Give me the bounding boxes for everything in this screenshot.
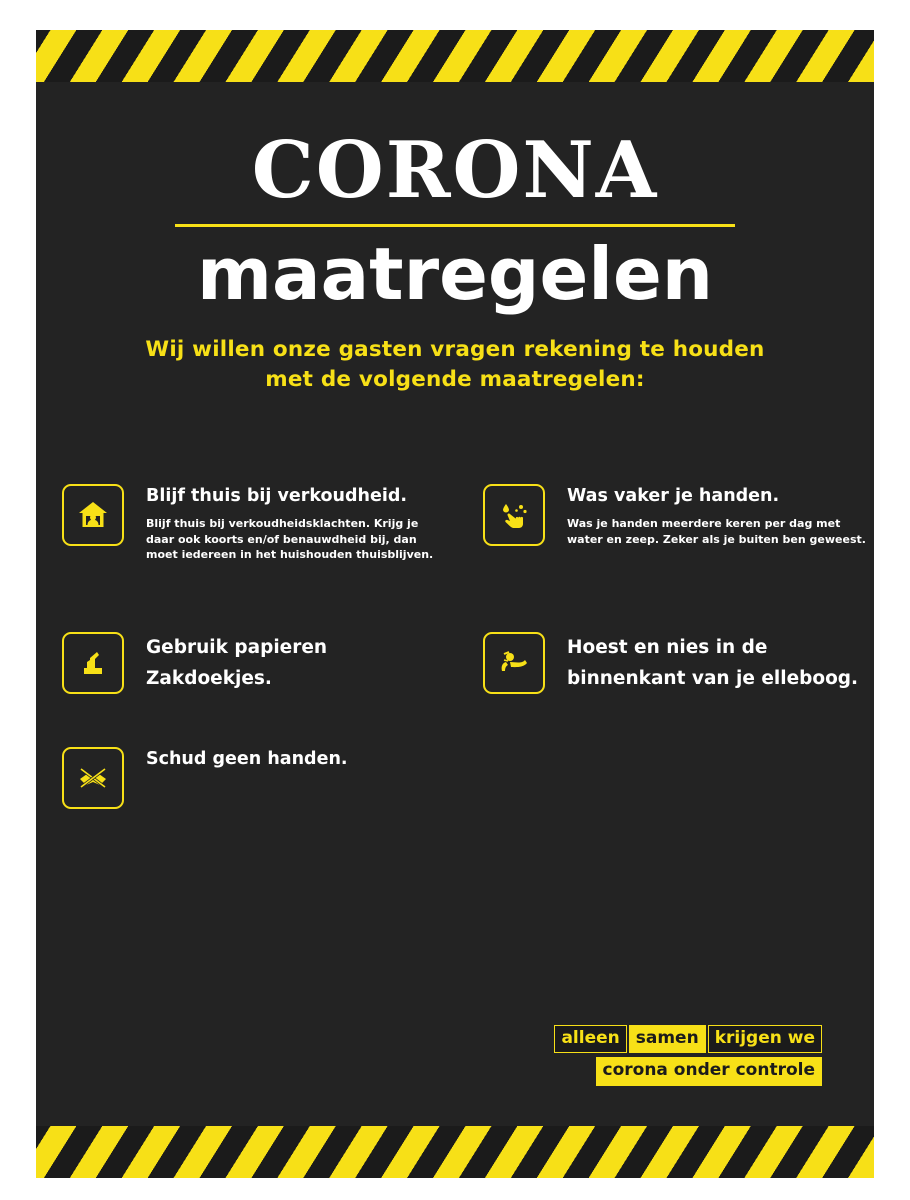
corona-measures-poster (36, 30, 874, 1178)
intro-text (105, 335, 805, 396)
intro-line-1: Wij willen onze gasten vragen rekening te houden (145, 336, 765, 362)
campaign-chip-samen: samen (629, 1025, 706, 1054)
measures-row-2 (36, 630, 874, 695)
measure-text (124, 482, 446, 562)
page-title: CORONA (251, 125, 659, 216)
measure-text (124, 745, 348, 772)
campaign-chip-alleen: alleen (554, 1025, 626, 1054)
campaign-line-1 (554, 1025, 822, 1054)
measures-row-1 (36, 482, 874, 562)
measure-cell-empty (455, 745, 874, 809)
no-handshake-icon (62, 747, 124, 809)
measure-item-cough-elbow (455, 630, 874, 695)
intro-line-2: met de volgende maatregelen: (265, 367, 645, 393)
measure-title: Schud geen handen. (146, 748, 348, 769)
page-subtitle: maatregelen (196, 232, 714, 316)
measure-item-tissue (36, 630, 455, 695)
wash-hands-icon (483, 484, 545, 546)
campaign-logo (554, 1025, 822, 1090)
hazard-stripe-bottom (36, 1126, 874, 1178)
measure-item-wash-hands (455, 482, 874, 562)
measure-body: Blijf thuis bij verkoudheidsklachten. Krijg je daar ook koorts en/of benauwdheid bij, dan moet iedereen in het huishouden thuisblijven. (146, 517, 434, 561)
cough-elbow-icon (483, 632, 545, 694)
measure-item-no-handshake (36, 745, 455, 809)
tissue-icon (62, 632, 124, 694)
campaign-chip-corona-onder-controle: corona onder controle (596, 1057, 823, 1086)
measure-title: Blijf thuis bij verkoudheid. (146, 486, 408, 506)
poster-content (36, 82, 874, 1126)
measure-item-stay-home (36, 482, 455, 562)
row-spacer (36, 562, 874, 630)
measures-row-3 (36, 745, 874, 809)
measure-title: Hoest en nies in de binnenkant van je elleboog. (567, 636, 859, 690)
measure-text (545, 630, 874, 695)
measures-grid (36, 482, 874, 809)
measure-title: Gebruik papieren Zakdoekjes. (146, 636, 328, 690)
hazard-stripe-top (36, 30, 874, 82)
measure-text (545, 482, 867, 547)
stay-home-icon (62, 484, 124, 546)
row-spacer (36, 695, 874, 745)
campaign-line-2 (554, 1057, 822, 1086)
campaign-chip-krijgen-we: krijgen we (708, 1025, 822, 1054)
measure-body: Was je handen meerdere keren per dag met water en zeep. Zeker als je buiten ben geweest. (567, 517, 866, 546)
measure-title: Was vaker je handen. (567, 486, 780, 506)
measure-text (124, 630, 455, 695)
